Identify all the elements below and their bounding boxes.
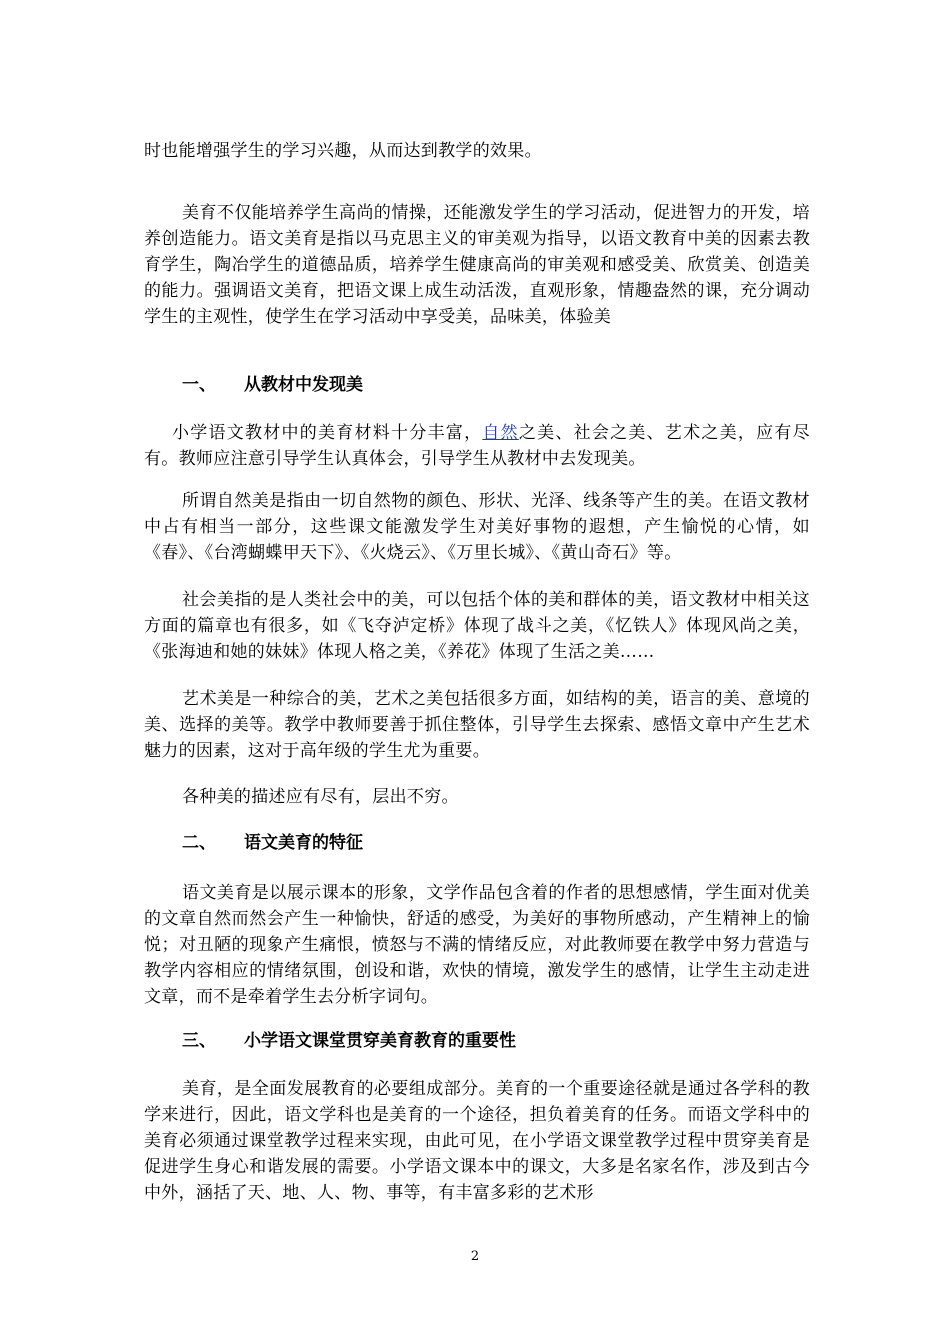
paragraph-importance: 美育，是全面发展教育的必要组成部分。美育的一个重要途径就是通过各学科的教学来进行，因此，语文学科也是美育的一个途径，担负着美育的任务。而语文学科中的美育必须通过课堂教学过程来实现，由此可见，在小学语文课堂教学过程中贯穿美育是促进学生身心和谐发展的需要。小学语文课本中的课文，大多是名家名作，涉及到古今中外，涵括了天、地、人、物、事等，有丰富多彩的艺术形 [144,1079,810,1203]
paragraph-social-beauty: 社会美指的是人类社会中的美，可以包括个体的美和群体的美，语文教材中相关这方面的篇章也有很多，如《飞夺泸定桥》体现了战斗之美，《忆铁人》体现风尚之美，《张海迪和她的妹妹》体现人格之美，《养花》体现了生活之美…… [144,590,810,662]
paragraph-continuation: 时也能增强学生的学习兴趣，从而达到教学的效果。 [144,141,542,161]
paragraph-natural-beauty: 所谓自然美是指由一切自然物的颜色、形状、光泽、线条等产生的美。在语文教材中占有相当一部分，这些课文能激发学生对美好事物的遐想，产生愉悦的心情，如《春》、《台湾蝴蝶甲天下》、《火烧云》、《万里长城》、《黄山奇石》等。 [144,491,810,563]
paragraph-textbook-materials [144,420,810,472]
paragraph-summary: 各种美的描述应有尽有，层出不穷。 [182,787,459,807]
section-heading-3-title: 小学语文课堂贯穿美育教育的重要性 [244,1031,516,1051]
paragraph-artistic-beauty: 艺术美是一种综合的美，艺术之美包括很多方面，如结构的美，语言的美、意境的美、选择的美等。教学中教师要善于抓住整体，引导学生去探索、感悟文章中产生艺术魅力的因素，这对于高年级的学生尤为重要。 [144,689,810,761]
section-heading-1 [182,372,363,398]
section-heading-1-title: 从教材中发现美 [244,375,363,395]
section-heading-1-number: 一、 [182,375,216,395]
nature-link[interactable]: 自然 [482,423,519,443]
paragraph-text: 之美、社会之美、艺术之美，应有尽有。教师应注意引导学生认真体会，引导学生从教材中去发现美。 [144,423,810,469]
section-heading-3 [182,1028,516,1054]
paragraph-aesthetic-education-intro: 美育不仅能培养学生高尚的情操，还能激发学生的学习活动，促进智力的开发，培养创造能力。语文美育是指以马克思主义的审美观为指导，以语文教育中美的因素去教育学生，陶冶学生的道德品质，培养学生健康高尚的审美观和感受美、欣赏美、创造美的能力。强调语文美育，把语文课上成生动活泼，直观形象，情趣盎然的课，充分调动学生的主观性，使学生在学习活动中享受美，品味美，体验美 [144,203,810,327]
section-heading-2 [182,830,363,856]
page-number: 2 [470,1249,480,1264]
section-heading-3-number: 三、 [182,1031,216,1051]
paragraph-text: 小学语文教材中的美育材料十分丰富， [172,423,483,443]
section-heading-2-title: 语文美育的特征 [244,833,363,853]
paragraph-characteristics: 语文美育是以展示课本的形象，文学作品包含着的作者的思想感情，学生面对优美的文章自然而然会产生一种愉快，舒适的感受，为美好的事物所感动，产生精神上的愉悦；对丑陋的现象产生痛恨，愤怒与不满的情绪反应，对此教师要在教学中努力营造与教学内容相应的情绪氛围，创设和谐，欢快的情境，激发学生的感情，让学生主动走进文章，而不是牵着学生去分析字词句。 [144,883,810,1007]
section-heading-2-number: 二、 [182,833,216,853]
